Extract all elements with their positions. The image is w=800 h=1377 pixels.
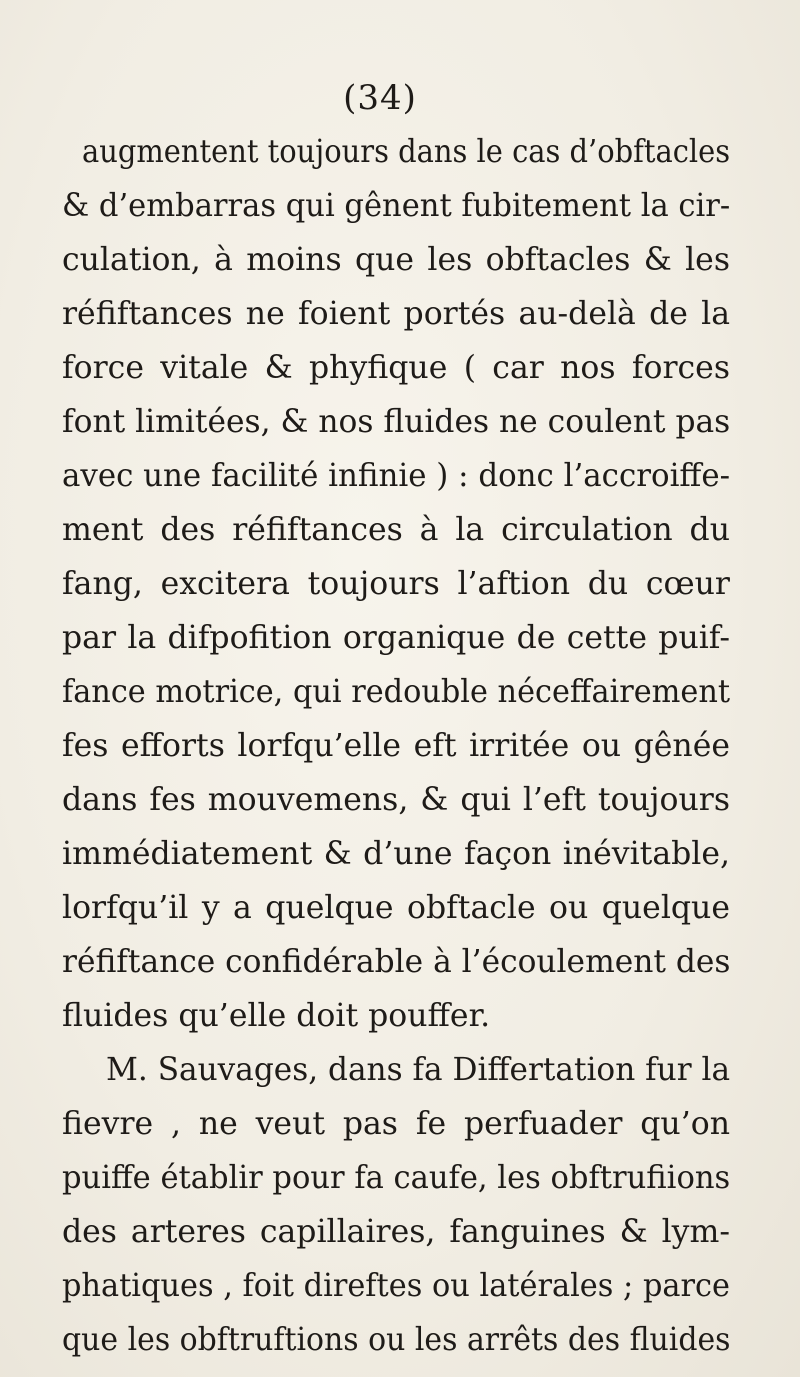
text-line: & d’embarras qui gênent fubitement la cir- [62,188,731,224]
text-line: fievre , ne veut pas fe perfuader qu’on [62,1106,730,1142]
text-line: M. Sauvages, dans fa Differtation fur la [106,1052,731,1088]
text-line: fance motrice, qui redouble néceffairement [62,674,731,710]
page-number: (34) [343,78,417,118]
text-line: des arteres capillaires, fanguines & lym- [62,1214,730,1250]
text-line: dans fes mouvemens, & qui l’eft toujours [62,782,730,818]
text-line: par la difpofition organique de cette puif- [62,620,730,656]
text-line: avec une facilité infinie ) : donc l’accroiffe- [62,458,731,494]
text-line: fang, excitera toujours l’aftion du cœur [62,566,730,602]
text-line: que les obftruftions ou les arrêts des fluides [62,1322,731,1358]
text-line: réfiftances ne foient portés au-delà de la [62,296,730,332]
text-line: immédiatement & d’une façon inévitable, [62,836,730,872]
text-line: augmentent toujours dans le cas d’obftacles [82,134,731,170]
text-line: force vitale & phyfique ( car nos forces [62,350,730,386]
text-line: puiffe établir pour fa caufe, les obftrufiions [62,1160,731,1196]
text-line: réfiftance confidérable à l’écoulement des [62,944,731,980]
text-line: fes efforts lorfqu’elle eft irritée ou gênée [62,728,730,764]
text-line: phatiques , foit direftes ou latérales ; parce [62,1268,730,1304]
text-line: culation, à moins que les obftacles & les [62,242,730,278]
text-line: font limitées, & nos fluides ne coulent pas [62,404,731,440]
text-line: lorfqu’il y a quelque obftacle ou quelque [62,890,730,926]
text-line: fluides qu’elle doit pouffer. [62,998,491,1034]
text-line: ment des réfiftances à la circulation du [62,512,730,548]
